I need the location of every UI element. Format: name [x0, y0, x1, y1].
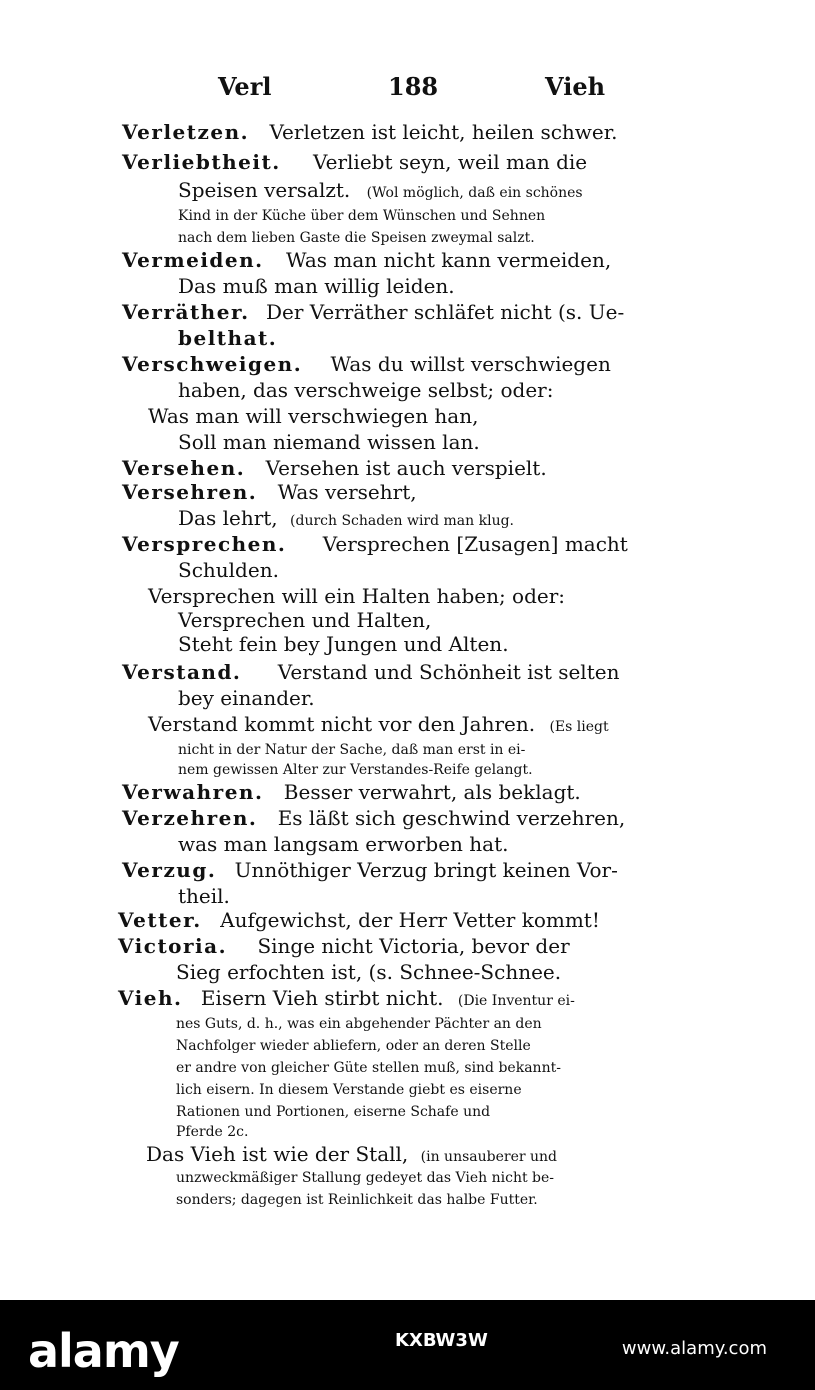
entry-text-continued: Das lehrt, — [178, 506, 278, 530]
entry-line — [122, 532, 628, 556]
entry-note-line: nach dem lieben Gaste die Speisen zweymal salzt. — [178, 230, 535, 246]
entry-line — [178, 506, 514, 530]
alamy-logo: alamy — [28, 1324, 179, 1378]
entry-note-line: unzweckmäßiger Stallung gedeyet das Vieh nicht be- — [176, 1170, 555, 1186]
entry-subproverb: Was man will verschwiegen han, — [148, 404, 479, 428]
footer-url: www.alamy.com — [621, 1338, 767, 1359]
image-id: KXBW3W — [395, 1330, 488, 1351]
entry-note-line: Kind in der Küche über dem Wünschen und Sehnen — [178, 208, 546, 224]
header-right-catchword: Vieh — [545, 72, 606, 101]
entry-lemma: Verräther. — [122, 300, 250, 324]
entry-note-line: lich eisern. In diesem Verstande giebt es eiserne — [176, 1082, 522, 1098]
entry-subproverb: Versprechen will ein Halten haben; oder: — [148, 584, 566, 608]
entry-lemma: Victoria. — [118, 934, 228, 958]
page-number: 188 — [388, 72, 439, 101]
entry-lemma: Vermeiden. — [122, 248, 264, 272]
entry-text-continued: haben, das verschweige selbst; oder: — [178, 378, 554, 402]
entry-note-line: Rationen und Portionen, eiserne Schafe und — [176, 1104, 491, 1120]
entry-subproverb: Steht fein bey Jungen und Alten. — [178, 632, 509, 656]
entry-lemma: Verschweigen. — [122, 352, 303, 376]
entry-text: Versprechen [Zusagen] macht — [322, 532, 628, 556]
stock-watermark-footer — [0, 1300, 815, 1390]
entry-text: Was man nicht kann vermeiden, — [286, 248, 612, 272]
entry-lemma: Verstand. — [122, 660, 242, 684]
entry-text: Aufgewichst, der Herr Vetter kommt! — [220, 908, 600, 932]
entry-line — [146, 1142, 557, 1166]
entry-lemma: Versprechen. — [122, 532, 287, 556]
entry-note-line: nem gewissen Alter zur Verstandes-Reife gelangt. — [178, 762, 533, 778]
entry-line — [122, 480, 417, 504]
entry-lemma: Versehen. — [122, 456, 246, 480]
entry-note-line: nes Guts, d. h., was ein abgehender Pächter an den — [176, 1016, 542, 1032]
entry-text-continued: was man langsam erworben hat. — [178, 832, 509, 856]
entry-lemma: Verletzen. — [122, 120, 250, 144]
entry-text: Verstand und Schönheit ist selten — [277, 660, 620, 684]
entry-text: Besser verwahrt, als beklagt. — [283, 780, 581, 804]
entry-text: Verliebt seyn, weil man die — [313, 150, 588, 174]
entry-lemma: Verzug. — [122, 858, 217, 882]
entry-line — [122, 300, 624, 324]
entry-line — [122, 456, 547, 480]
entry-text: Eisern Vieh stirbt nicht. — [200, 986, 444, 1010]
entry-text-continued: Schulden. — [178, 558, 279, 582]
entry-note-line: Nachfolger wieder abliefern, oder an deren Stelle — [176, 1038, 531, 1054]
entry-note: (Die Inventur ei- — [457, 993, 575, 1009]
entry-text-continued: Speisen versalzt. — [178, 178, 351, 202]
entry-lemma: Versehren. — [122, 480, 258, 504]
entry-lemma: Verliebtheit. — [122, 150, 281, 174]
entry-line — [122, 150, 587, 174]
entry-line — [122, 660, 619, 684]
header-left-catchword: Verl — [218, 72, 272, 101]
entry-line — [148, 712, 609, 736]
entry-line — [122, 120, 617, 144]
entry-text-continued: belthat. — [178, 326, 278, 350]
entry-line — [122, 248, 611, 272]
entry-line — [122, 858, 618, 882]
entry-lemma: Verwahren. — [122, 780, 264, 804]
entry-line — [122, 352, 611, 376]
entry-text: Unnöthiger Verzug bringt keinen Vor- — [234, 858, 618, 882]
entry-text: Was du willst verschwiegen — [330, 352, 611, 376]
entry-text-continued: Sieg erfochten ist, (s. Schnee-Schnee. — [176, 960, 562, 984]
entry-note: (Es liegt — [549, 719, 609, 735]
entry-subproverb: Soll man niemand wissen lan. — [178, 430, 480, 454]
entry-text: Es läßt sich geschwind verzehren, — [277, 806, 626, 830]
entry-note-line: Pferde 2c. — [176, 1124, 249, 1140]
entry-note-line: er andre von gleicher Güte stellen muß, sind bekannt- — [176, 1060, 561, 1076]
entry-subproverb: Versprechen und Halten, — [178, 608, 432, 632]
entry-line — [118, 986, 575, 1010]
entry-lemma: Vieh. — [118, 986, 183, 1010]
entry-text: Was versehrt, — [277, 480, 417, 504]
entry-text: Versehen ist auch verspielt. — [265, 456, 547, 480]
entry-line — [118, 908, 600, 932]
entry-line — [122, 806, 625, 830]
entry-note: (in unsauberer und — [420, 1149, 557, 1165]
entry-text: Verletzen ist leicht, heilen schwer. — [269, 120, 618, 144]
entry-text-continued: theil. — [178, 884, 230, 908]
entry-text-continued: Das muß man willig leiden. — [178, 274, 455, 298]
entry-text: Singe nicht Victoria, bevor der — [257, 934, 570, 958]
entry-line — [122, 780, 581, 804]
entry-subproverb: Verstand kommt nicht vor den Jahren. — [148, 712, 536, 736]
entry-lemma: Verzehren. — [122, 806, 258, 830]
entry-note: (Wol möglich, daß ein schönes — [366, 185, 583, 201]
entry-note-line: nicht in der Natur der Sache, daß man erst in ei- — [178, 742, 526, 758]
entry-text-continued: bey einander. — [178, 686, 315, 710]
entry-line — [178, 178, 583, 202]
entry-note-line: sonders; dagegen ist Reinlichkeit das halbe Futter. — [176, 1192, 538, 1208]
entry-subproverb: Das Vieh ist wie der Stall, — [146, 1142, 409, 1166]
entry-text: Der Verräther schläfet nicht (s. Ue- — [265, 300, 625, 324]
entry-note: (durch Schaden wird man klug. — [290, 513, 515, 529]
running-header — [0, 72, 815, 106]
entry-line — [118, 934, 570, 958]
entry-lemma: Vetter. — [118, 908, 202, 932]
